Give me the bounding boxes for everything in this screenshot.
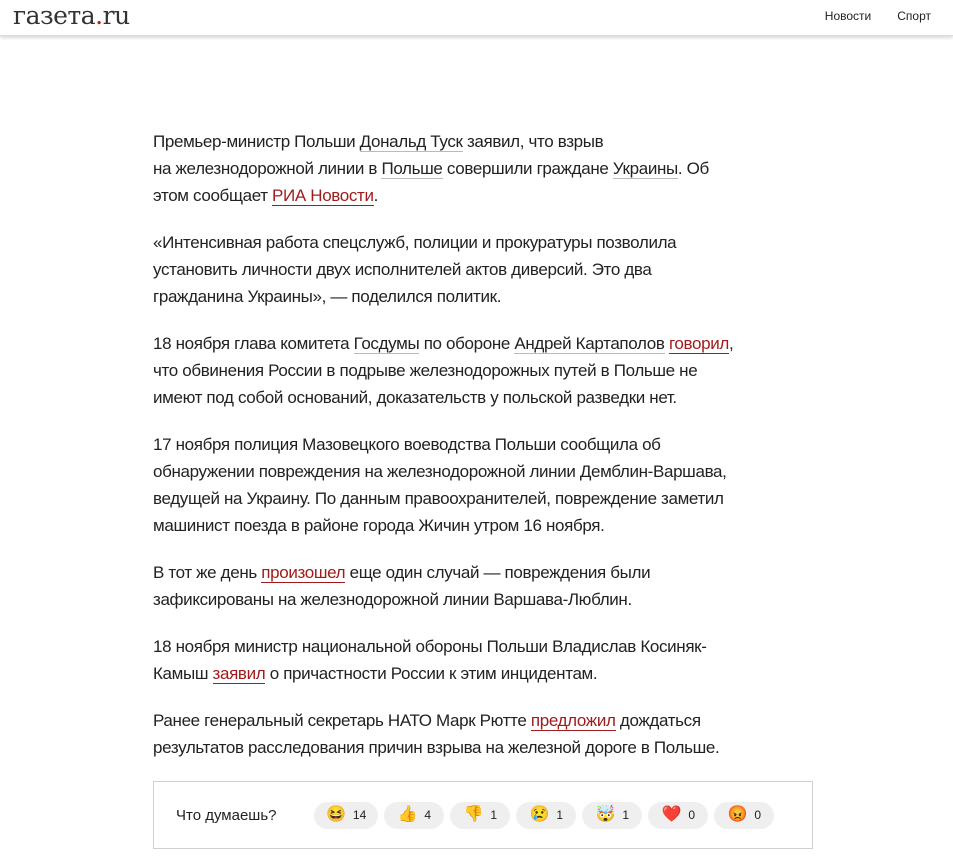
angry-face-icon: 😡: [727, 806, 748, 823]
text: 17 ноября полиция Мазовецкого воеводства Польши сообщила об: [153, 435, 661, 454]
text: Ранее генеральный секретарь НАТО Марк Рютте: [153, 711, 531, 730]
text: по обороне: [419, 334, 515, 353]
reactions-question: Что думаешь?: [176, 806, 277, 824]
reaction-count: 14: [352, 808, 367, 822]
reaction-like-button[interactable]: [384, 802, 444, 829]
tag-link-poland[interactable]: Польше: [381, 159, 443, 178]
text: на железнодорожной линии в: [153, 159, 382, 178]
text: что обвинения России в подрыве железнодорожных путей в Польше не: [153, 361, 698, 380]
top-nav: [825, 9, 931, 23]
tag-link-kartapolov[interactable]: Андрей Картаполов: [514, 334, 665, 353]
thumbs-up-icon: 👍: [397, 806, 418, 823]
text: «Интенсивная работа спецслужб, полиции и прокуратуры позволила: [153, 233, 677, 252]
reaction-count: 0: [754, 808, 762, 822]
logo-dot: .: [95, 1, 103, 30]
text: совершили граждане: [442, 159, 613, 178]
reaction-count: 1: [490, 808, 498, 822]
text: ,: [728, 334, 734, 353]
text: дождаться: [615, 711, 701, 730]
text: машинист поезда в районе города Жичин утром 16 ноября.: [153, 516, 605, 535]
reaction-buttons: [314, 802, 774, 829]
text: 18 ноября глава комитета: [153, 334, 354, 353]
reaction-shocked-button[interactable]: [582, 802, 642, 829]
tag-link-gosduma[interactable]: Госдумы: [353, 334, 420, 353]
nav-news[interactable]: Новости: [824, 9, 872, 23]
paragraph: [153, 128, 833, 209]
text: установить личности двух исполнителей актов диверсий. Это два: [153, 260, 652, 279]
nav-sport[interactable]: Спорт: [897, 9, 931, 23]
text: . Об: [677, 159, 709, 178]
paragraph: [153, 330, 833, 411]
text: о причастности России к этим инцидентам.: [265, 664, 598, 683]
reaction-dislike-button[interactable]: [450, 802, 510, 829]
text: В тот же день: [153, 563, 262, 582]
reaction-count: 0: [688, 808, 696, 822]
source-link-ria[interactable]: РИА Новости: [272, 186, 374, 205]
paragraph: [153, 431, 833, 539]
logo-tld: ru: [102, 1, 130, 30]
article-link-proizoshel[interactable]: произошел: [261, 563, 346, 582]
paragraph: [153, 707, 833, 761]
tag-link-tusk[interactable]: Дональд Туск: [359, 132, 463, 151]
text: 18 ноября министр национальной обороны Польши Владислав Косиняк-: [153, 637, 707, 656]
text: гражданина Украины», — поделился политик.: [153, 287, 502, 306]
reaction-angry-button[interactable]: [714, 802, 774, 829]
text: .: [373, 186, 379, 205]
text: результатов расследования причин взрыва на железной дороге в Польше.: [153, 738, 720, 757]
heart-icon: ❤️: [661, 806, 682, 823]
tag-link-ukraine[interactable]: Украины: [612, 159, 678, 178]
reactions-panel: [153, 781, 813, 849]
site-logo[interactable]: [13, 1, 130, 30]
crying-face-icon: 😢: [529, 806, 550, 823]
paragraph: [153, 559, 833, 613]
thumbs-down-icon: 👎: [463, 806, 484, 823]
reaction-count: 1: [622, 808, 630, 822]
text: заявил, что взрыв: [462, 132, 604, 151]
text: зафиксированы на железнодорожной линии Варшава-Люблин.: [153, 590, 632, 609]
text: этом сообщает: [153, 186, 273, 205]
text: Камыш: [153, 664, 213, 683]
text: еще один случай — повреждения были: [345, 563, 651, 582]
reaction-sad-button[interactable]: [516, 802, 576, 829]
reaction-laugh-button[interactable]: [314, 802, 378, 829]
article-body: [153, 128, 833, 781]
article-link-govoril[interactable]: говорил: [668, 334, 729, 353]
text: ведущей на Украину. По данным правоохранителей, повреждение заметил: [153, 489, 724, 508]
article-link-zayavil[interactable]: заявил: [212, 664, 266, 683]
paragraph: [153, 633, 833, 687]
logo-text: газета: [13, 1, 96, 30]
reaction-count: 1: [556, 808, 564, 822]
reaction-heart-button[interactable]: [648, 802, 708, 829]
paragraph: [153, 229, 833, 310]
text: обнаружении повреждения на железнодорожной линии Демблин-Варшава,: [153, 462, 727, 481]
reaction-count: 4: [424, 808, 432, 822]
text: Премьер-министр Польши: [153, 132, 360, 151]
article-link-predlozhil[interactable]: предложил: [530, 711, 616, 730]
shocked-face-icon: 🤯: [595, 806, 616, 823]
laughing-face-icon: 😆: [326, 806, 346, 823]
text: имеют под собой оснований, доказательств у польской разведки нет.: [153, 388, 677, 407]
site-header: [0, 0, 953, 36]
